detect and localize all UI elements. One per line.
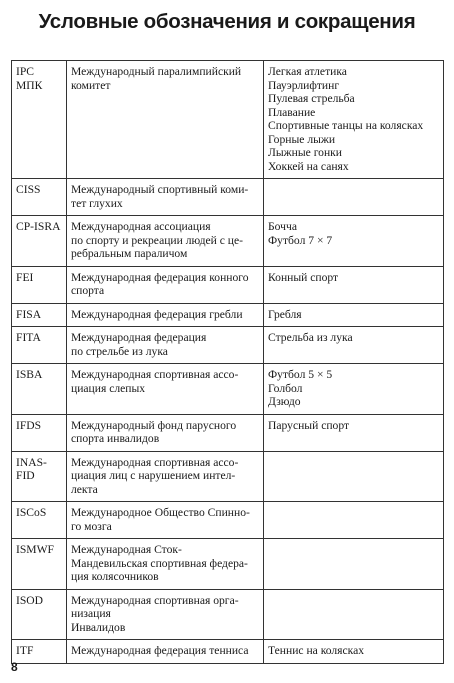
abbreviation-cell: IPC МПК xyxy=(12,61,67,179)
abbreviation-cell: ISCoS xyxy=(12,502,67,539)
abbreviation-cell: FITA xyxy=(12,327,67,364)
sports-cell: Бочча Футбол 7 × 7 xyxy=(264,216,444,267)
sports-cell: Гребля xyxy=(264,303,444,327)
sports-cell: Теннис на колясках xyxy=(264,640,444,664)
abbreviations-table xyxy=(11,60,444,664)
table-row xyxy=(12,303,444,327)
sports-cell: Футбол 5 × 5 Голбол Дзюдо xyxy=(264,364,444,415)
table-row xyxy=(12,216,444,267)
organization-cell: Международная Сток- Мандевильская спортивная федера- ция колясочников xyxy=(67,539,264,590)
table-row xyxy=(12,539,444,590)
sports-cell xyxy=(264,502,444,539)
organization-cell: Международная спортивная ассо- циация слепых xyxy=(67,364,264,415)
organization-cell: Международный фонд парусного спорта инвалидов xyxy=(67,414,264,451)
abbreviation-cell: FISA xyxy=(12,303,67,327)
organization-cell: Международный паралимпийский комитет xyxy=(67,61,264,179)
organization-cell: Международная спортивная орга- низация Инвалидов xyxy=(67,589,264,640)
organization-cell: Международная федерация конного спорта xyxy=(67,266,264,303)
abbreviation-cell: INAS-FID xyxy=(12,451,67,502)
abbreviation-cell: ISBA xyxy=(12,364,67,415)
table-row xyxy=(12,179,444,216)
table-row xyxy=(12,640,444,664)
sports-cell: Парусный спорт xyxy=(264,414,444,451)
abbreviation-cell: ITF xyxy=(12,640,67,664)
table-row xyxy=(12,589,444,640)
sports-cell xyxy=(264,589,444,640)
table-row xyxy=(12,502,444,539)
page-title: Условные обозначения и сокращения xyxy=(38,10,416,33)
abbreviation-cell: FEI xyxy=(12,266,67,303)
table-row xyxy=(12,327,444,364)
sports-cell: Легкая атлетика Пауэрлифтинг Пулевая стрельба Плавание Спортивные танцы на колясках Горные лыжи Лыжные гонки Хоккей на санях xyxy=(264,61,444,179)
table-row xyxy=(12,61,444,179)
organization-cell: Международное Общество Спинно- го мозга xyxy=(67,502,264,539)
organization-cell: Международная федерация по стрельбе из лука xyxy=(67,327,264,364)
organization-cell: Международная федерация тенниса xyxy=(67,640,264,664)
abbreviation-cell: IFDS xyxy=(12,414,67,451)
organization-cell: Международный спортивный коми- тет глухих xyxy=(67,179,264,216)
abbreviation-cell: ISOD xyxy=(12,589,67,640)
sports-cell xyxy=(264,179,444,216)
organization-cell: Международная ассоциация по спорту и рекреации людей с це- ребральным параличом xyxy=(67,216,264,267)
sports-cell xyxy=(264,539,444,590)
table-row xyxy=(12,266,444,303)
abbreviation-cell: CISS xyxy=(12,179,67,216)
abbreviation-cell: CP-ISRA xyxy=(12,216,67,267)
organization-cell: Международная спортивная ассо- циация лиц с нарушением интел- лекта xyxy=(67,451,264,502)
sports-cell: Конный спорт xyxy=(264,266,444,303)
page-number: 8 xyxy=(11,660,18,674)
table-row xyxy=(12,414,444,451)
organization-cell: Международная федерация гребли xyxy=(67,303,264,327)
table-row xyxy=(12,451,444,502)
sports-cell xyxy=(264,451,444,502)
abbreviation-cell: ISMWF xyxy=(12,539,67,590)
sports-cell: Стрельба из лука xyxy=(264,327,444,364)
table-row xyxy=(12,364,444,415)
